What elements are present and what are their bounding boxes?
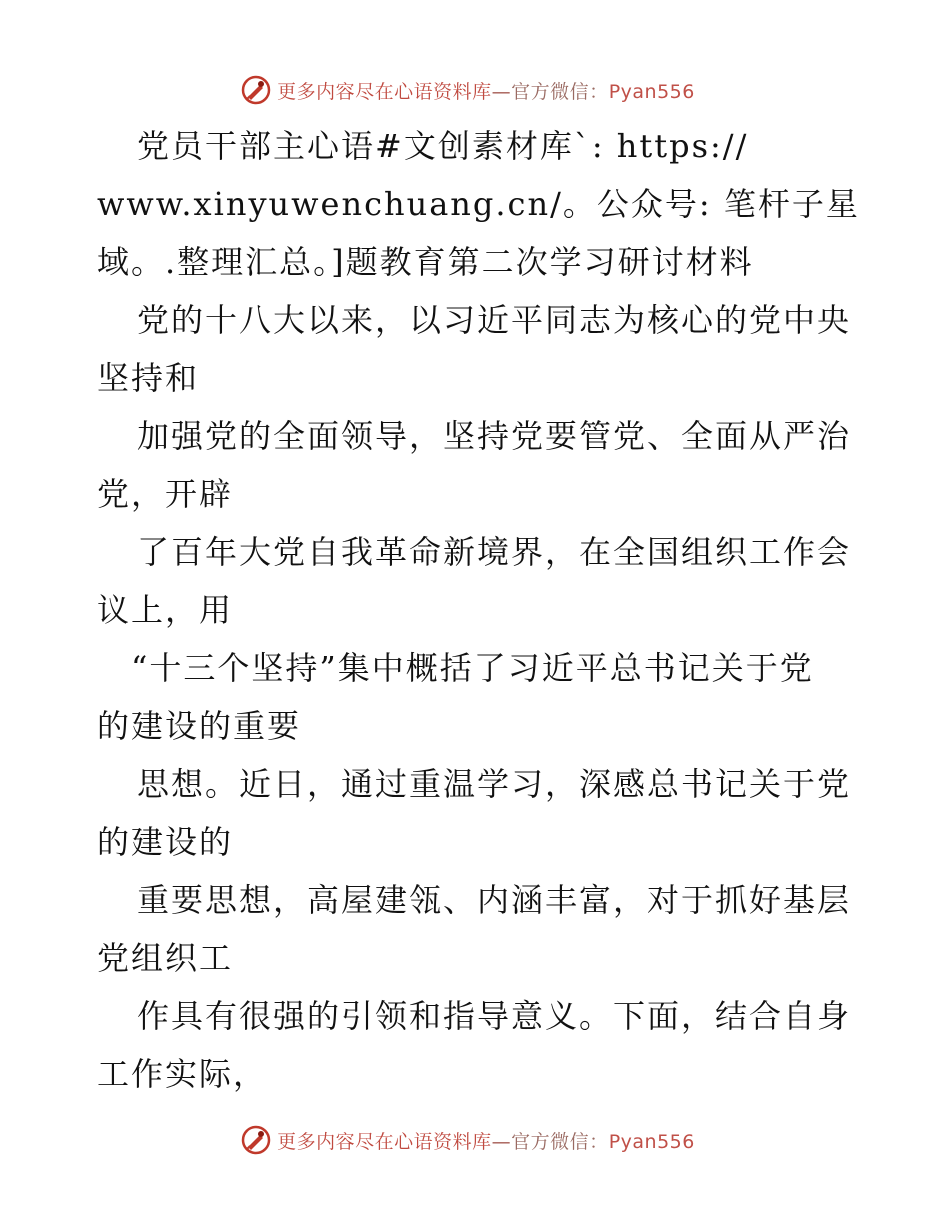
- text-line: 议上，用: [97, 591, 234, 629]
- text-line: 党员干部主心语#文创素材库`: https://: [137, 127, 749, 165]
- footer-watermark: [0, 1123, 950, 1157]
- text-line: 作具有很强的引领和指导意义。下面，结合自身: [137, 997, 852, 1035]
- document-body: [97, 117, 860, 1103]
- text-line: 的建设的: [97, 823, 234, 861]
- pen-nib-logo-icon: [241, 75, 271, 105]
- watermark-text: 更多内容尽在心语资料库—官方微信：Pyan556: [277, 1130, 695, 1153]
- watermark-text: 更多内容尽在心语资料库—官方微信：Pyan556: [277, 80, 695, 103]
- text-line: 了百年大党自我革命新境界，在全国组织工作会: [137, 533, 852, 571]
- text-line: 的建设的重要: [97, 707, 302, 745]
- header-watermark: [0, 73, 950, 107]
- text-line: 加强党的全面领导，坚持党要管党、全面从严治: [137, 417, 852, 455]
- text-line: 域。.整理汇总。]题教育第二次学习研讨材料: [97, 243, 754, 281]
- text-line: www.xinyuwenchuang.cn/。公众号: 笔杆子星: [97, 185, 860, 223]
- pen-nib-logo-icon: [241, 1125, 271, 1155]
- text-line: 工作实际，: [97, 1055, 268, 1093]
- text-line: 党组织工: [97, 939, 234, 977]
- text-line: 重要思想，高屋建瓴、内涵丰富，对于抓好基层: [137, 881, 852, 919]
- text-line: 坚持和: [97, 359, 200, 397]
- text-line: 党，开辟: [97, 475, 234, 513]
- text-line: 思想。近日，通过重温学习，深感总书记关于党: [137, 765, 852, 803]
- text-line: “十三个坚持”集中概括了习近平总书记关于党: [131, 649, 814, 687]
- text-line: 党的十八大以来，以习近平同志为核心的党中央: [137, 301, 852, 339]
